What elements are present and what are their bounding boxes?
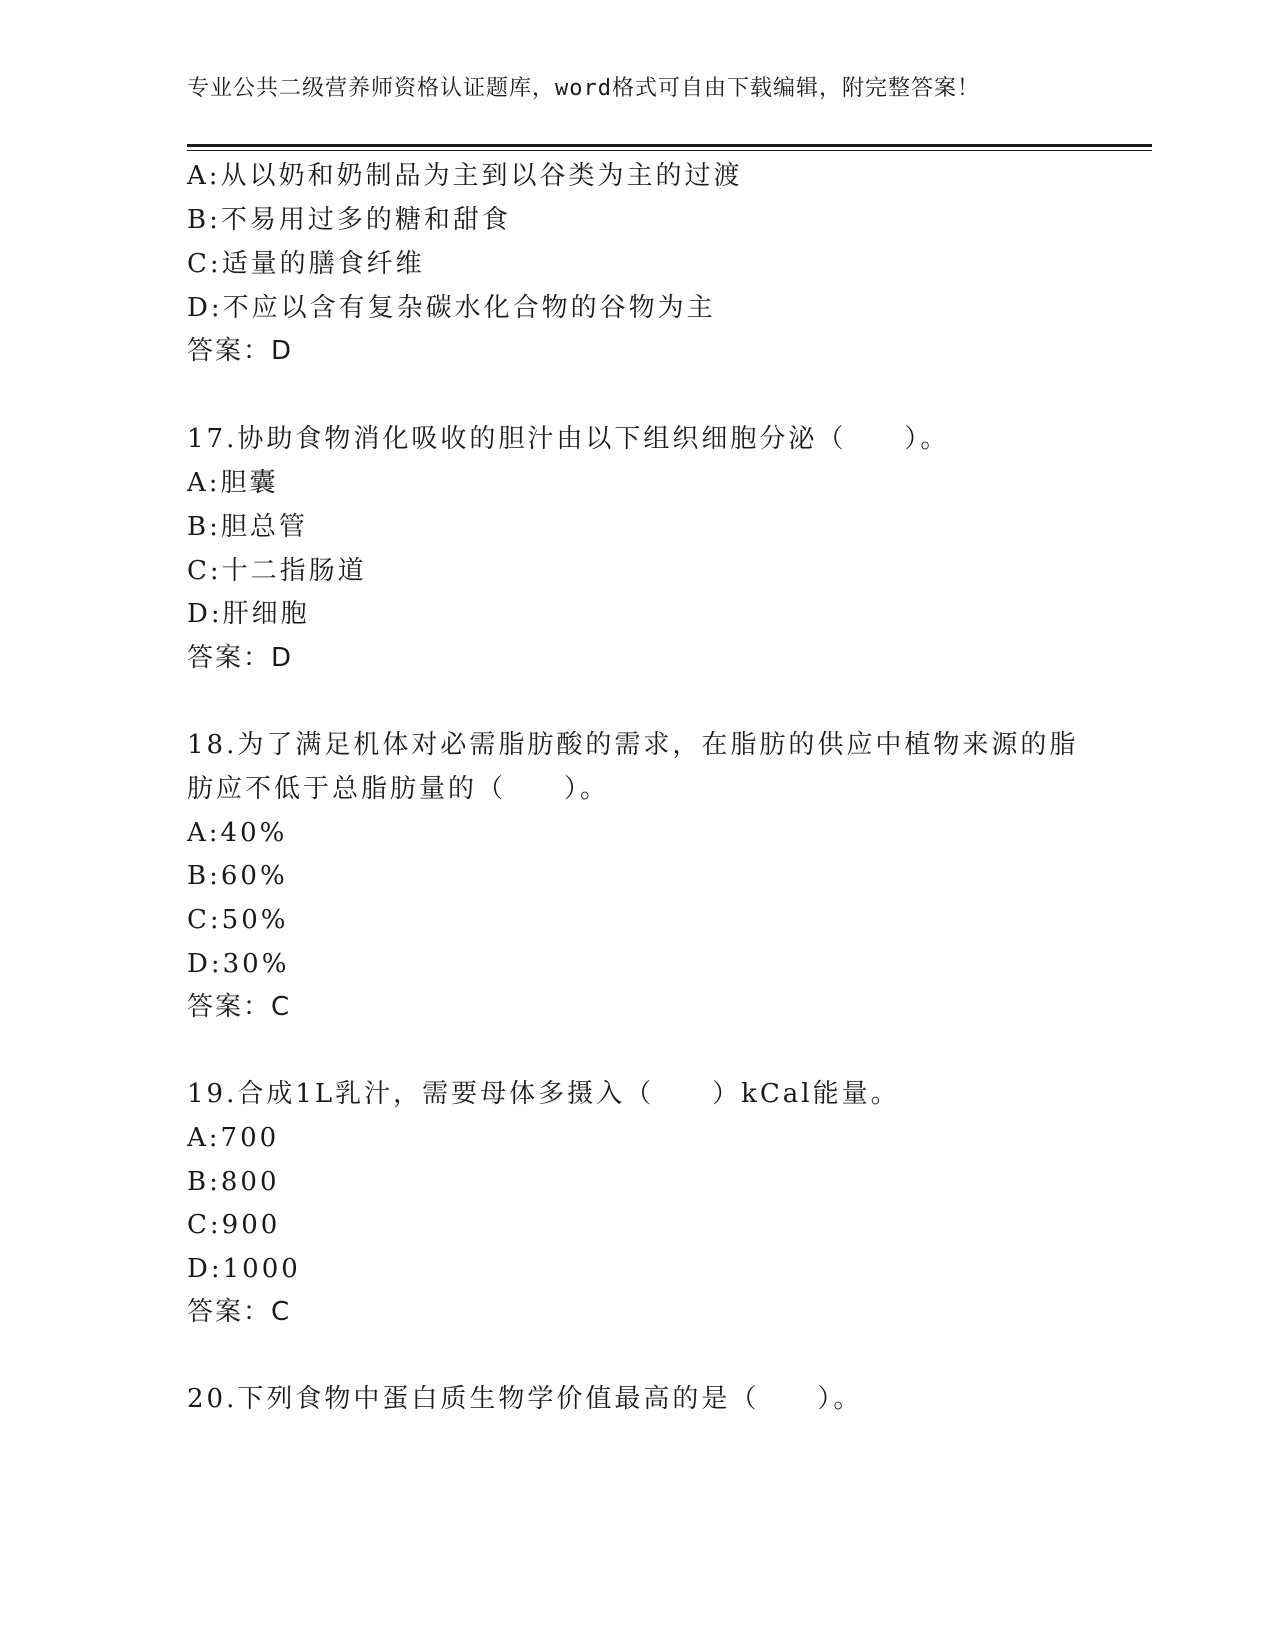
q16-option-d: D:不应以含有复杂碳水化合物的谷物为主: [187, 293, 716, 323]
q18-stem-line1: 18.为了满足机体对必需脂肪酸的需求，在脂肪的供应中植物来源的脂: [187, 730, 1079, 760]
q19-option-d: D:1000: [187, 1254, 301, 1284]
q19-stem: 19.合成1L乳汁，需要母体多摄入（ ）kCal能量。: [187, 1079, 900, 1109]
q17-option-d: D:肝细胞: [187, 599, 310, 629]
q18-option-d: D:30%: [187, 949, 290, 979]
q17-answer: 答案：D: [187, 643, 294, 673]
q16-option-a: A:从以奶和奶制品为主到以谷类为主的过渡: [187, 161, 743, 191]
q17-option-b: B:胆总管: [187, 512, 308, 542]
q18-option-b: B:60%: [187, 861, 288, 891]
header-divider-thick: [187, 144, 1152, 147]
q16-option-c: C:适量的膳食纤维: [187, 249, 425, 279]
q18-option-a: A:40%: [187, 818, 288, 848]
q17-option-a: A:胆囊: [187, 468, 279, 498]
q16-option-b: B:不易用过多的糖和甜食: [187, 205, 511, 235]
q18-stem-line2: 肪应不低于总脂肪量的（ ）。: [187, 774, 610, 804]
q20-stem: 20.下列食物中蛋白质生物学价值最高的是（ ）。: [187, 1384, 863, 1414]
page-header: 专业公共二级营养师资格认证题库，word格式可自由下载编辑，附完整答案！: [187, 76, 980, 101]
q17-stem: 17.协助食物消化吸收的胆汁由以下组织细胞分泌（ ）。: [187, 424, 950, 454]
q18-option-c: C:50%: [187, 905, 289, 935]
q18-answer: 答案：C: [187, 992, 292, 1022]
q16-answer: 答案：D: [187, 336, 294, 366]
q19-option-a: A:700: [187, 1123, 280, 1153]
q19-option-b: B:800: [187, 1167, 280, 1197]
q19-answer: 答案：C: [187, 1297, 292, 1327]
q17-option-c: C:十二指肠道: [187, 556, 367, 586]
header-divider-thin: [187, 150, 1152, 151]
q19-option-c: C:900: [187, 1210, 281, 1240]
